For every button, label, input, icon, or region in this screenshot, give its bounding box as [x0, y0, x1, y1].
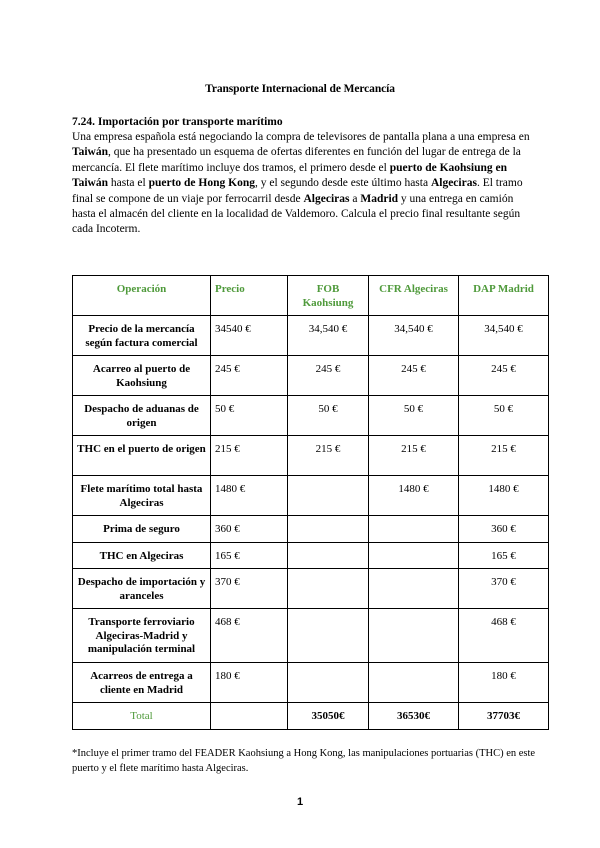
cell-operacion: THC en el puerto de origen: [73, 436, 211, 476]
table-row: [73, 356, 549, 396]
cell-cfr: 215 €: [369, 436, 459, 476]
cell-operacion: Transporte ferroviario Algeciras-Madrid y manipulación terminal: [73, 609, 211, 663]
table-row: [73, 476, 549, 516]
cell-dap: 50 €: [459, 396, 549, 436]
cell-dap: 468 €: [459, 609, 549, 663]
header-operacion: Operación: [73, 276, 211, 316]
intro-text: , y el segundo desde este último hasta: [254, 177, 431, 190]
cell-precio: 165 €: [211, 542, 288, 569]
cell-fob: 34,540 €: [288, 316, 369, 356]
cell-fob: [288, 476, 369, 516]
table-total-row: [73, 703, 549, 730]
intro-bold-text: puerto de Kaohsiung en Taiwán: [72, 161, 507, 190]
cell-cfr: 1480 €: [369, 476, 459, 516]
cell-dap: 370 €: [459, 569, 549, 609]
intro-text: , que ha presentado un esquema de ofertas diferentes en función del lugar de entrega de la mercancía. El flete marítimo incluye dos tramos, el primero desde el: [72, 146, 521, 174]
intro-text: . El tramo final se compone de un viaje por ferrocarril desde: [72, 177, 523, 205]
cell-precio: 245 €: [211, 356, 288, 396]
table-row: [73, 396, 549, 436]
table-row: [73, 516, 549, 543]
cell-fob: 50 €: [288, 396, 369, 436]
footnote: *Incluye el primer tramo del FEADER Kaohsiung a Hong Kong, las manipulaciones portuarias (THC) en este puerto y el flete marítimo hasta Algeciras.: [72, 748, 536, 774]
section-heading: 7.24. Importación por transporte marítimo: [72, 116, 283, 128]
intro-bold-text: puerto de Hong Kong: [148, 177, 255, 190]
cell-total-label: Total: [73, 703, 211, 730]
cell-cfr: 34,540 €: [369, 316, 459, 356]
cell-precio: 215 €: [211, 436, 288, 476]
cell-dap: 180 €: [459, 663, 549, 703]
table-row: [73, 609, 549, 663]
intro-text: y una entrega en camión hasta el almacén del cliente en la localidad de Valdemoro. Calcula el precio final resultante según cada Incoterm.: [72, 192, 521, 236]
cell-precio: 370 €: [211, 569, 288, 609]
cell-dap: 245 €: [459, 356, 549, 396]
cell-operacion: Prima de seguro: [73, 516, 211, 543]
cell-fob: [288, 663, 369, 703]
table-row: [73, 569, 549, 609]
cell-cfr: 245 €: [369, 356, 459, 396]
intro-paragraph: [72, 130, 530, 238]
cell-fob: 215 €: [288, 436, 369, 476]
table-row: [73, 316, 549, 356]
cell-fob: [288, 516, 369, 543]
intro-bold-text: Taiwán: [72, 146, 109, 159]
document-title: Transporte Internacional de Mercancía: [205, 83, 395, 95]
cell-operacion: Despacho de importación y aranceles: [73, 569, 211, 609]
header-dap: DAP Madrid: [459, 276, 549, 316]
cell-precio: 34540 €: [211, 316, 288, 356]
cell-fob: [288, 609, 369, 663]
table-header-row: [73, 276, 549, 316]
cell-cfr: 50 €: [369, 396, 459, 436]
cell-cfr: [369, 542, 459, 569]
cell-cfr: [369, 663, 459, 703]
cell-total-fob: 35050€: [288, 703, 369, 730]
cell-precio: 180 €: [211, 663, 288, 703]
intro-bold-text: Algeciras: [430, 177, 477, 190]
table-row: [73, 542, 549, 569]
cell-dap: 34,540 €: [459, 316, 549, 356]
cell-dap: 215 €: [459, 436, 549, 476]
cell-total-cfr: 36530€: [369, 703, 459, 730]
cell-cfr: [369, 569, 459, 609]
intro-text: a: [349, 192, 361, 205]
header-fob: FOB Kaohsiung: [288, 276, 369, 316]
cell-fob: [288, 542, 369, 569]
cell-fob: 245 €: [288, 356, 369, 396]
cell-precio: 50 €: [211, 396, 288, 436]
cell-precio: 468 €: [211, 609, 288, 663]
cell-operacion: Acarreo al puerto de Kaohsiung: [73, 356, 211, 396]
cell-total-dap: 37703€: [459, 703, 549, 730]
cell-operacion: Precio de la mercancía según factura comercial: [73, 316, 211, 356]
cell-operacion: Despacho de aduanas de origen: [73, 396, 211, 436]
page-number: 1: [296, 796, 304, 808]
header-cfr: CFR Algeciras: [369, 276, 459, 316]
header-precio: Precio: [211, 276, 288, 316]
cell-cfr: [369, 609, 459, 663]
intro-text: hasta el: [108, 177, 149, 190]
cell-operacion: Acarreos de entrega a cliente en Madrid: [73, 663, 211, 703]
intro-bold-text: Madrid: [360, 192, 399, 205]
cell-precio: 360 €: [211, 516, 288, 543]
table-row: [73, 436, 549, 476]
incoterms-table: [72, 275, 549, 730]
cell-operacion: Flete marítimo total hasta Algeciras: [73, 476, 211, 516]
cell-dap: 360 €: [459, 516, 549, 543]
cell-dap: 1480 €: [459, 476, 549, 516]
cell-dap: 165 €: [459, 542, 549, 569]
cell-cfr: [369, 516, 459, 543]
cell-operacion: THC en Algeciras: [73, 542, 211, 569]
intro-bold-text: Algeciras: [303, 192, 350, 205]
cell-precio: 1480 €: [211, 476, 288, 516]
cell-fob: [288, 569, 369, 609]
table-row: [73, 663, 549, 703]
cell-total-precio: [211, 703, 288, 730]
intro-text: Una empresa española está negociando la compra de televisores de pantalla plana a una empresa en: [72, 131, 530, 143]
